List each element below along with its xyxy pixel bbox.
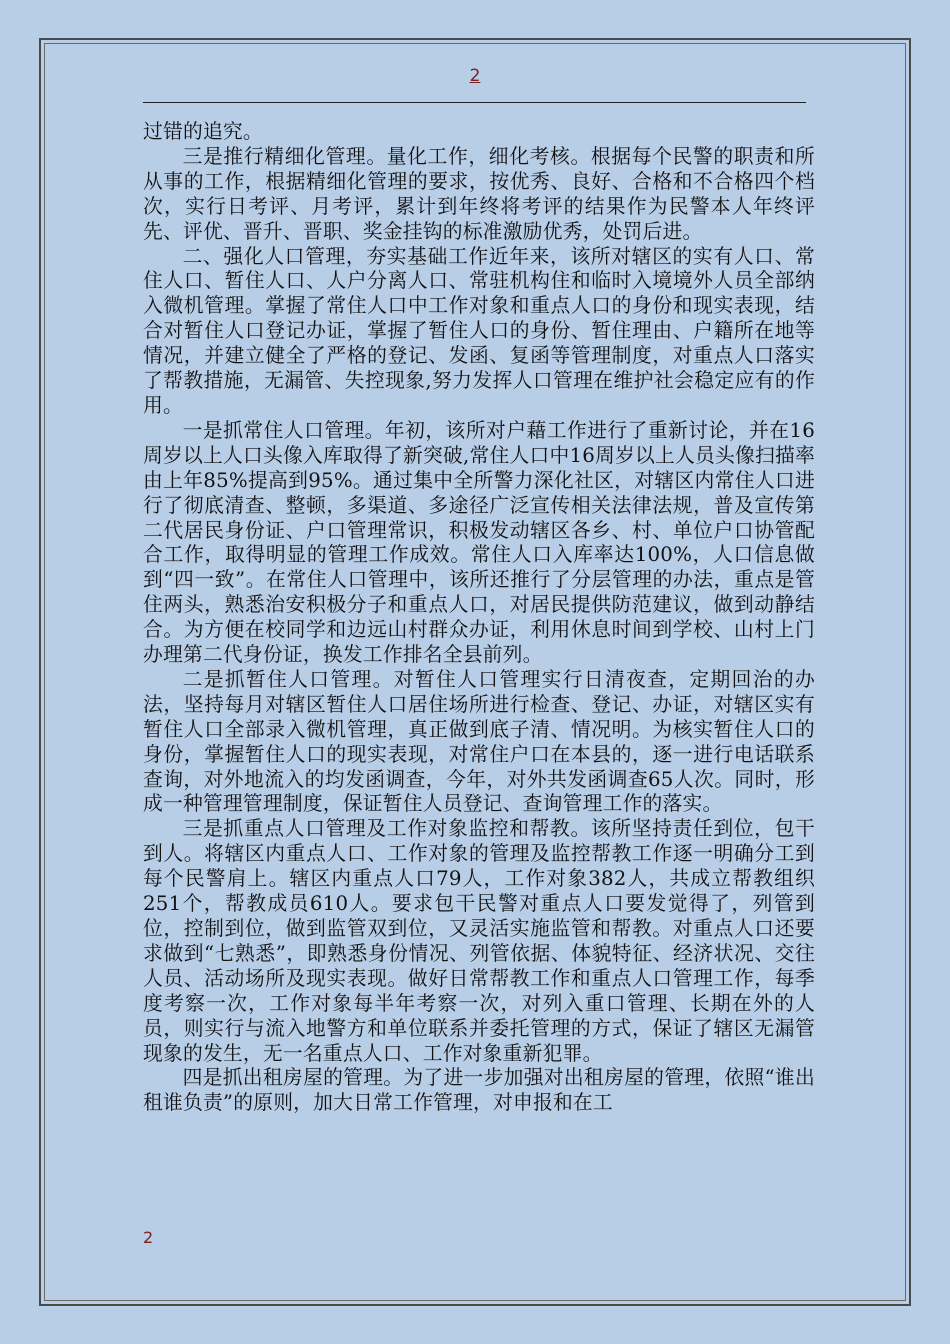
paragraph: 过错的追究。: [143, 120, 263, 143]
header-rule: [143, 102, 806, 103]
paragraph: 一是抓常住人口管理。年初，该所对户藉工作进行了重新讨论，并在16周岁以上人口头像入库取得了新突破,常住人口中16周岁以上人员头像扫描率由上年85%提高到95%。通过集中全所警力深化社区，对辖区内常住人口进行了彻底清查、整顿，多渠道、多途径广泛宣传相关法律法规，普及宣传第二代居民身份证、户口管理常识，积极发动辖区各乡、村、单位户口协管配合工作，取得明显的管理工作成效。常住人口入库率达100%，人口信息做到“四一致”。在常住人口管理中，该所还推行了分层管理的办法，重点是管住两头，熟悉治安积极分子和重点人口，对居民提供防范建议，做到动静结合。为方便在校同学和边远山村群众办证，利用休息时间到学校、山村上门办理第二代身份证，换发工作排名全县前列。: [143, 418, 815, 667]
paragraph: 二、强化人口管理，夯实基础工作近年来，该所对辖区的实有人口、常住人口、暂住人口、人户分离人口、常驻机构住和临时入境境外人员全部纳入微机管理。掌握了常住人口中工作对象和重点人口的身份和现实表现，结合对暂住人口登记办证，掌握了暂住人口的身份、暂住理由、户籍所在地等情况，并建立健全了严格的登记、发函、复函等管理制度，对重点人口落实了帮教措施，无漏管、失控现象,努力发挥人口管理在维护社会稳定应有的作用。: [143, 244, 815, 417]
paragraph: 四是抓出租房屋的管理。为了进一步加强对出租房屋的管理，依照“谁出租谁负责”的原则，加大日常工作管理，对申报和在工: [143, 1066, 815, 1115]
paragraph: 三是抓重点人口管理及工作对象监控和帮教。该所坚持责任到位，包干到人。将辖区内重点人口、工作对象的管理及监控帮教工作逐一明确分工到每个民警肩上。辖区内重点人口79人，工作对象382人，共成立帮教组织251个，帮教成员610人。要求包干民警对重点人口要发觉得了，列管到位，控制到位，做到监管双到位，又灵活实施监管和帮教。对重点人口还要求做到“七熟悉”，即熟悉身份情况、列管依据、体貌特征、经济状况、交往人员、活动场所及现实表现。做好日常帮教工作和重点人口管理工作，每季度考察一次，工作对象每半年考察一次，对列入重口管理、长期在外的人员，则实行与流入地警方和单位联系并委托管理的方式，保证了辖区无漏管现象的发生，无一名重点人口、工作对象重新犯罪。: [143, 817, 815, 1065]
paragraph: 二是抓暂住人口管理。对暂住人口管理实行日清夜查，定期回治的办法，坚持每月对辖区暂住人口居住场所进行检查、登记、办证，对辖区实有暂住人口全部录入微机管理，真正做到底子清、情况明。为核实暂住人口的身份，掌握暂住人口的现实表现，对常住户口在本县的，逐一进行电话联系查询，对外地流入的均发函调查，今年，对外共发函调查65人次。同时，形成一种管理管理制度，保证暂住人员登记、查询管理工作的落实。: [143, 667, 815, 816]
paragraph: 三是推行精细化管理。量化工作，细化考核。根据每个民警的职责和所从事的工作，根据精细化管理的要求，按优秀、良好、合格和不合格四个档次，实行日考评、月考评，累计到年终将考评的结果作为民警本人年终评先、评优、晋升、晋职、奖金挂钩的标准激励优秀，处罚后进。: [143, 144, 815, 243]
document-body: [143, 120, 815, 1116]
footer-page-number: 2: [143, 1228, 154, 1247]
header-page-number: 2: [469, 66, 481, 86]
